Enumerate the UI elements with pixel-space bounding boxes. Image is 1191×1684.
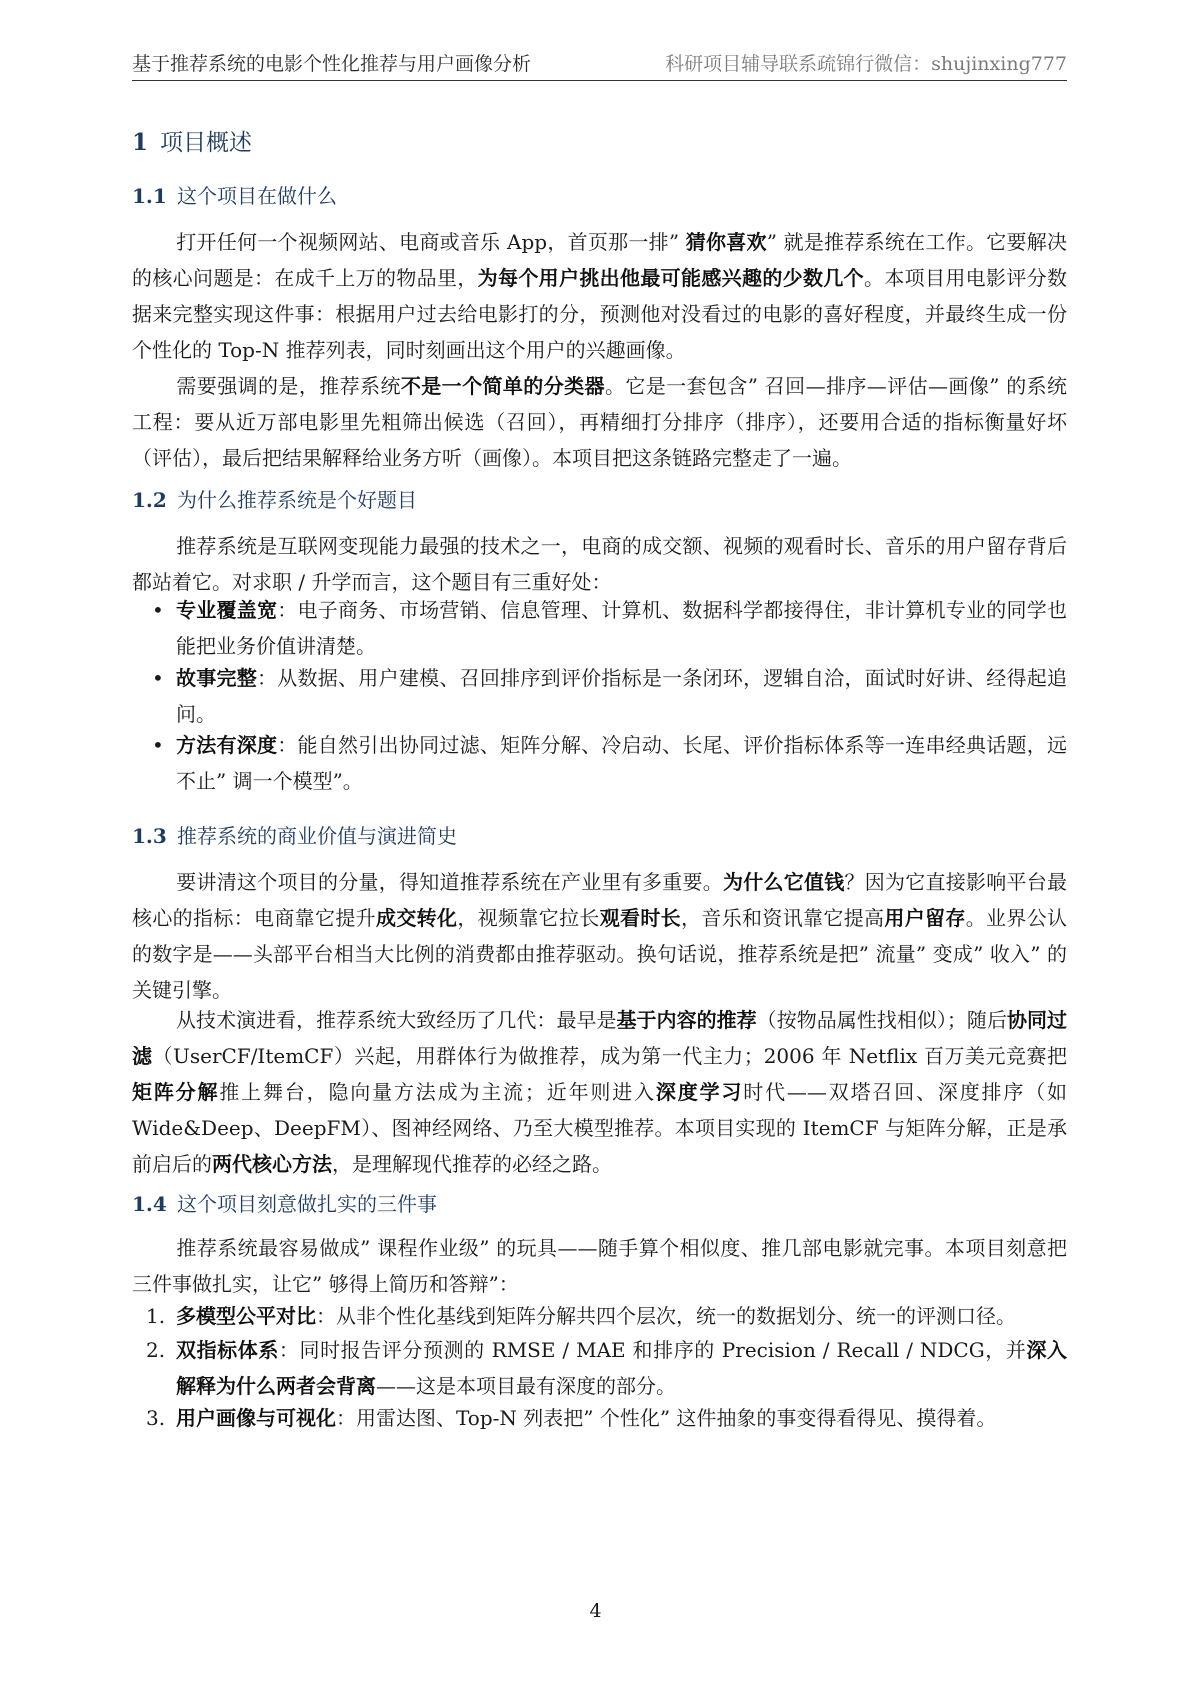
list-item — [176, 1400, 1067, 1436]
text-run: 需要强调的是，推荐系统 — [176, 374, 401, 398]
emphasis-text: 多模型公平对比 — [176, 1304, 316, 1328]
emphasis-text: 两代核心方法 — [212, 1152, 332, 1176]
text-run: 。业界公认的数字是——头部平台相当大比例的消费都由推荐驱动。换句话说，推荐系统是把” 流量” 变成” 收入” 的关键引擎。 — [132, 906, 1068, 1002]
subsection-title: 推荐系统的商业价值与演进简史 — [177, 824, 457, 848]
text-run: ，音乐和资讯靠它提高 — [681, 906, 885, 930]
emphasis-text: 方法有深度 — [176, 733, 278, 757]
subsection-title: 这个项目在做什么 — [177, 184, 337, 208]
emphasis-text: 故事完整 — [176, 666, 258, 690]
list-number: 2. — [146, 1338, 166, 1362]
list-number: 3. — [146, 1406, 166, 1430]
text-run: ：从非个性化基线到矩阵分解共四个层次，统一的数据划分、统一的评测口径。 — [316, 1304, 1016, 1328]
text-run: 推上舞台，隐向量方法成为主流；近年则进入 — [219, 1080, 656, 1104]
text-run: 推荐系统最容易做成” 课程作业级” 的玩具——随手算个相似度、推几部电影就完事。本项目刻意把三件事做扎实，让它” 够得上简历和答辩”： — [132, 1236, 1067, 1296]
section-heading — [132, 124, 252, 157]
emphasis-text: 深度学习 — [655, 1080, 744, 1104]
text-run: ” 就是推荐系统在工作。它要解决的核心问题是：在成千上万的物品里， — [132, 230, 1067, 290]
text-run: （UserCF/ItemCF）兴起，用群体行为做推荐，成为第一代主力；2006 年 Netflix 百万美元竞赛把 — [152, 1044, 1067, 1068]
header-contact: 科研项目辅导联系疏锦行微信：shujinxing777 — [665, 53, 1067, 75]
paragraph — [132, 528, 1067, 600]
emphasis-text: 用户画像与可视化 — [176, 1406, 336, 1430]
emphasis-text: 深入解释为什么两者会背离 — [176, 1338, 1068, 1398]
text-run: 打开任何一个视频网站、电商或音乐 App，首页那一排” — [176, 230, 686, 254]
list-item — [176, 592, 1067, 664]
subsection-number: 1.1 — [132, 184, 167, 208]
emphasis-text: 观看时长 — [599, 906, 682, 930]
subsection-heading — [132, 820, 457, 849]
text-run: ，是理解现代推荐的必经之路。 — [332, 1152, 612, 1176]
text-run: ：同时报告评分预测的 RMSE / MAE 和排序的 Precision / Recall / NDCG，并 — [278, 1338, 1027, 1362]
paragraph — [132, 1230, 1067, 1302]
emphasis-text: 为什么它值钱 — [723, 870, 845, 894]
list-item — [176, 1332, 1067, 1404]
text-run: ：能自然引出协同过滤、矩阵分解、冷启动、长尾、评价指标体系等一连串经典话题，远不止” 调一个模型”。 — [176, 733, 1068, 793]
section-title: 项目概述 — [160, 130, 252, 156]
subsection-heading — [132, 180, 337, 209]
emphasis-text: 成交转化 — [376, 906, 458, 930]
text-run: ——这是本项目最有深度的部分。 — [376, 1374, 676, 1398]
bullet-marker: • — [152, 598, 164, 622]
text-run: 时代——双塔召回、深度排序（如 Wide&Deep、DeepFM）、图神经网络、乃至大模型推荐。本项目实现的 ItemCF 与矩阵分解，正是承前启后的 — [132, 1080, 1068, 1176]
running-header — [132, 52, 1067, 78]
text-run: 从技术演进看，推荐系统大致经历了几代：最早是 — [176, 1008, 617, 1032]
emphasis-text: 为每个用户挑出他最可能感兴趣的少数几个 — [477, 266, 865, 290]
paragraph — [132, 368, 1067, 476]
emphasis-text: 协同过滤 — [132, 1008, 1068, 1068]
header-title: 基于推荐系统的电影个性化推荐与用户画像分析 — [132, 53, 532, 75]
text-run: ？因为它直接影响平台最核心的指标：电商靠它提升 — [132, 870, 1067, 930]
emphasis-text: 专业覆盖宽 — [176, 598, 278, 622]
subsection-number: 1.2 — [132, 488, 167, 512]
list-item — [176, 660, 1067, 732]
header-rule — [132, 80, 1067, 81]
page-number: 4 — [589, 1600, 602, 1622]
subsection-title: 这个项目刻意做扎实的三件事 — [177, 1192, 437, 1216]
bullet-marker: • — [152, 733, 164, 757]
subsection-number: 1.3 — [132, 824, 167, 848]
paragraph — [132, 1002, 1067, 1182]
list-item — [176, 1298, 1067, 1334]
section-number: 1 — [132, 129, 149, 156]
list-number: 1. — [146, 1304, 166, 1328]
text-run: ：电子商务、市场营销、信息管理、计算机、数据科学都接得住，非计算机专业的同学也能把业务价值讲清楚。 — [176, 598, 1068, 658]
text-run: ：用雷达图、Top-N 列表把” 个性化” 这件抽象的事变得看得见、摸得着。 — [336, 1406, 997, 1430]
list-item — [176, 727, 1067, 799]
text-run: （按物品属性找相似）；随后 — [756, 1008, 1007, 1032]
text-run: 。它是一套包含” 召回—排序—评估—画像” 的系统工程：要从近万部电影里先粗筛出候选（召回），再精细打分排序（排序），还要用合适的指标衡量好坏（评估），最后把结果解释给业务方听（画像）。本项目把这条链路完整走了一遍。 — [132, 374, 1068, 470]
text-run: 。本项目用电影评分数据来完整实现这件事：根据用户过去给电影打的分，预测他对没看过的电影的喜好程度，并最终生成一份个性化的 Top-N 推荐列表，同时刻画出这个用户的兴趣画像。 — [132, 266, 1068, 362]
emphasis-text: 双指标体系 — [176, 1338, 279, 1362]
text-run: ：从数据、用户建模、召回排序到评价指标是一条闭环，逻辑自洽，面试时好讲、经得起追问。 — [176, 666, 1068, 726]
emphasis-text: 矩阵分解 — [132, 1080, 220, 1104]
paragraph — [132, 224, 1067, 368]
subsection-number: 1.4 — [132, 1192, 167, 1216]
subsection-title: 为什么推荐系统是个好题目 — [177, 488, 417, 512]
text-run: 要讲清这个项目的分量，得知道推荐系统在产业里有多重要。 — [176, 870, 723, 894]
emphasis-text: 基于内容的推荐 — [616, 1008, 757, 1032]
paragraph — [132, 864, 1067, 1008]
text-run: 推荐系统是互联网变现能力最强的技术之一，电商的成交额、视频的观看时长、音乐的用户留存背后都站着它。对求职 / 升学而言，这个题目有三重好处： — [132, 534, 1067, 594]
subsection-heading — [132, 1188, 437, 1217]
emphasis-text: 用户留存 — [884, 906, 966, 930]
text-run: ，视频靠它拉长 — [457, 906, 600, 930]
subsection-heading — [132, 484, 417, 513]
emphasis-text: 不是一个简单的分类器 — [400, 374, 605, 398]
bullet-marker: • — [152, 666, 164, 690]
emphasis-text: 猜你喜欢 — [685, 230, 767, 254]
